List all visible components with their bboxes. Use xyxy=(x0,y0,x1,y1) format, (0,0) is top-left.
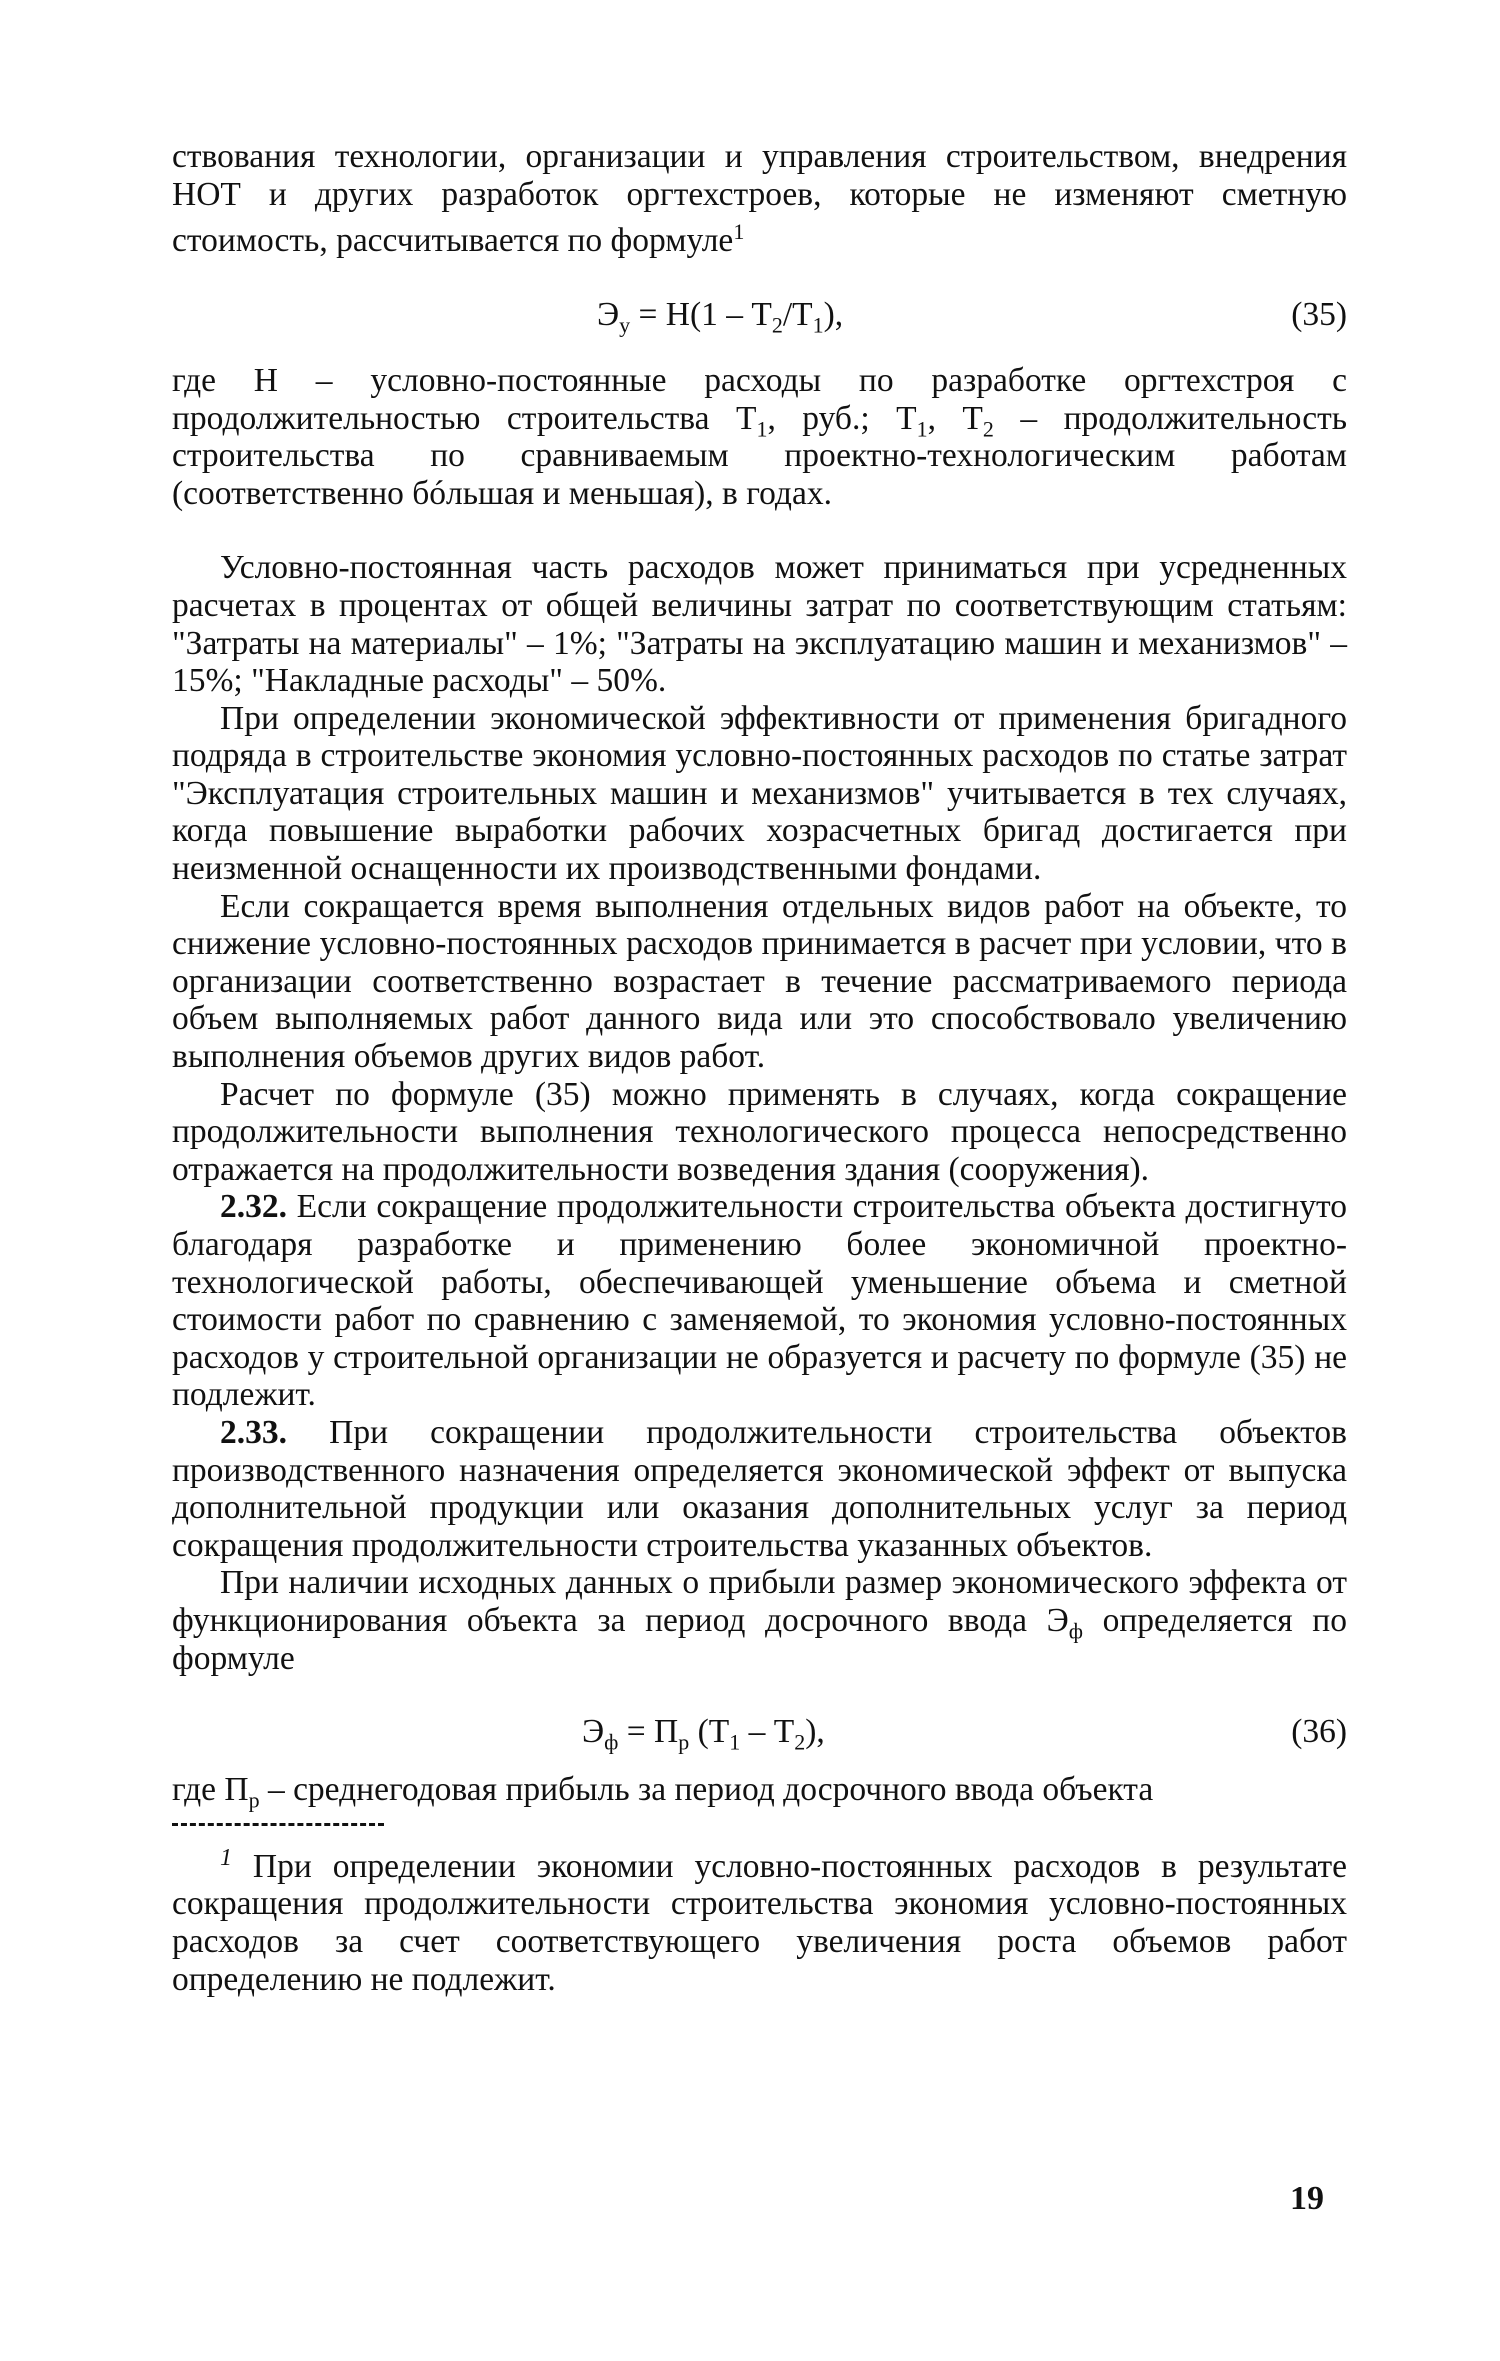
paragraph-intro xyxy=(172,138,1347,260)
paragraph-definitions-36: где $П_р$ – среднегодовая прибыль за период досрочного ввода объекта xyxy=(172,1771,1154,1813)
page-number: 19 xyxy=(1290,2180,1324,2217)
formula-35-number: (35) xyxy=(1291,295,1347,333)
formula-36-number: (36) xyxy=(1291,1713,1347,1751)
footnote xyxy=(172,1844,1347,1998)
section-number-2-32: 2.32. xyxy=(220,1188,287,1226)
paragraph-2-33: 2.33. При сокращении продолжительности строительства объектов производственного назначения определяется экономической эффект от выпуска дополнительной продукции или оказания дополнительных услуг за период сокращения продолжительности строительства указанных объектов. xyxy=(172,1413,1347,1564)
paragraph-2-32: 2.32. Если сокращение продолжительности строительства объекта достигнуто благодаря разработке и применению более экономичной проектно-технологической работы, обеспечивающей уменьшение объема и сметной стоимости работ по сравнению с заменяемой, то экономия условно-постоянных расходов у строительной организации не образуется и расчету по формуле (35) не подлежит. xyxy=(172,1188,1347,1414)
section-number-2-33: 2.33. xyxy=(220,1413,287,1451)
footnote-separator xyxy=(172,1823,384,1826)
formula-36-expression: $Э_ф = П_р$ $(Т_1 - Т_2)$, xyxy=(582,1713,825,1755)
paragraph-cost-share: Условно-постоянная часть расходов может приниматься при усредненных расчетах в процентах от общей величины затрат по соответствующим статьям: "Затраты на материалы" – 1%; "Затраты на эксплуатацию машин и механизмов" – 15%; "Накладные расходы" – 50%. xyxy=(172,549,1347,700)
paragraph-definitions-35: где Н – условно-постоянные расходы по разработке оргтехстроя с продолжительностью строительства $Т_1$, руб.; $Т_1$, $Т_2$ – продолжительность строительства по сравниваемым проектно-технологическим работам (соответственно бóльшая и меньшая), в годах. xyxy=(172,361,1347,512)
formula-35-expression: $Э_у = Н(1 - Т_2/Т_1)$, xyxy=(597,295,844,338)
paragraph-profit: При наличии исходных данных о прибыли размер экономического эффекта от функционирования объекта за период досрочного ввода $Э_ф$ определяется по формуле xyxy=(172,1564,1347,1677)
paragraph-time-reduction: Если сокращается время выполнения отдельных видов работ на объекте, то снижение условно-постоянных расходов принимается в расчет при условии, что в организации соответственно возрастает в течение рассматриваемого периода объем выполняемых работ данного вида или это способствовало увеличению выполнения объемов других видов работ. xyxy=(172,887,1347,1076)
footnote-reference: 1 xyxy=(733,219,745,245)
paragraph-brigade: При определении экономической эффективности от применения бригадного подряда в строительстве экономия условно-постоянных расходов по статье затрат "Эксплуатация строительных машин и механизмов" учитывается в тех случаях, когда повышение выработки рабочих хозрасчетных бригад достигается при неизменной оснащенности их производственными фондами. xyxy=(172,699,1347,888)
footnote-mark: 1 xyxy=(220,1844,232,1871)
paragraph-formula-usage: Расчет по формуле (35) можно применять в случаях, когда сокращение продолжительности выполнения технологического процесса непосредственно отражается на продолжительности возведения здания (сооружения). xyxy=(172,1075,1347,1188)
document-page xyxy=(172,138,1347,1998)
formula-36 xyxy=(172,1693,1347,1767)
paragraph-intro-text: ствования технологии, организации и управления строительством, внедрения НОТ и других разработок оргтехстроев, которые не изменяют сметную стоимость, рассчитывается по формуле xyxy=(172,138,1347,260)
formula-35 xyxy=(172,278,1347,354)
footnote-text: При определении экономии условно-постоянных расходов в результате сокращения продолжительности строительства экономия условно-постоянных расходов за счет соответствующего увеличения роста объемов работ определению не подлежит. xyxy=(172,1847,1347,1998)
